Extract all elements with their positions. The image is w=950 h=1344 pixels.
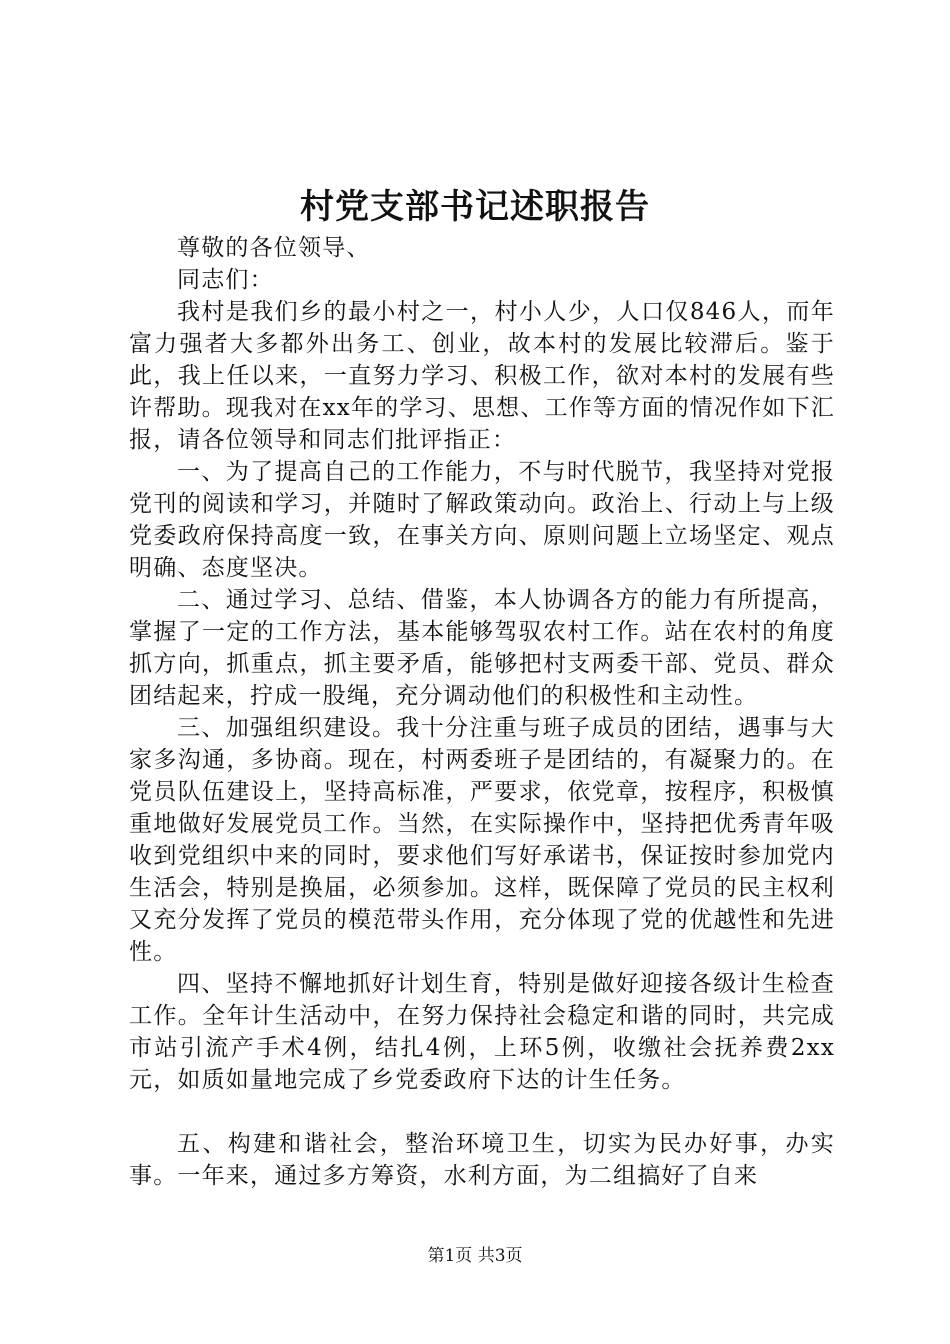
greeting-line-1: 尊敬的各位领导、 <box>177 235 371 261</box>
paragraph-5: 五、构建和谐社会，整治环境卫生，切实为民办好事，办实事。一年来，通过多方筹资，水利方面，为二组搞好了自来 <box>129 1131 835 1189</box>
page-number: 第1页 共3页 <box>427 1246 523 1266</box>
greeting-line-2: 同志们： <box>177 267 274 293</box>
paragraph-2: 二、通过学习、总结、借鉴，本人协调各方的能力有所提高，掌握了一定的工作方法，基本能够驾驭农村工作。站在农村的角度抓方向，抓重点，抓主要矛盾，能够把村支两委干部、党员、群众团结起来，拧成一股绳，充分调动他们的积极性和主动性。 <box>129 587 835 709</box>
paragraph-1: 一、为了提高自己的工作能力，不与时代脱节，我坚持对党报党刊的阅读和学习，并随时了解政策动向。政治上、行动上与上级党委政府保持高度一致，在事关方向、原则问题上立场坚定、观点明确、态度坚决。 <box>129 459 835 581</box>
paragraph-4: 四、坚持不懈地抓好计划生育，特别是做好迎接各级计生检查工作。全年计生活动中，在努力保持社会稳定和谐的同时，共完成市站引流产手术4例，结扎4例，上环5例，收缴社会抚养费2xx元，如质如量地完成了乡党委政府下达的计生任务。 <box>129 971 835 1093</box>
document-title: 村党支部书记述职报告 <box>300 187 650 227</box>
paragraph-intro: 我村是我们乡的最小村之一，村小人少，人口仅846人，而年富力强者大多都外出务工、创业，故本村的发展比较滞后。鉴于此，我上任以来，一直努力学习、积极工作，欲对本村的发展有些许帮助。现我对在xx年的学习、思想、工作等方面的情况作如下汇报，请各位领导和同志们批评指正： <box>129 299 835 453</box>
document-body <box>129 232 835 1192</box>
paragraph-3: 三、加强组织建设。我十分注重与班子成员的团结，遇事与大家多沟通，多协商。现在，村两委班子是团结的，有凝聚力的。在党员队伍建设上，坚持高标准，严要求，依党章，按程序，积极慎重地做好发展党员工作。当然，在实际操作中，坚持把优秀青年吸收到党组织中来的同时，要求他们写好承诺书，保证按时参加党内生活会，特别是换届，必须参加。这样，既保障了党员的民主权利又充分发挥了党员的模范带头作用，充分体现了党的优越性和先进性。 <box>129 715 835 965</box>
